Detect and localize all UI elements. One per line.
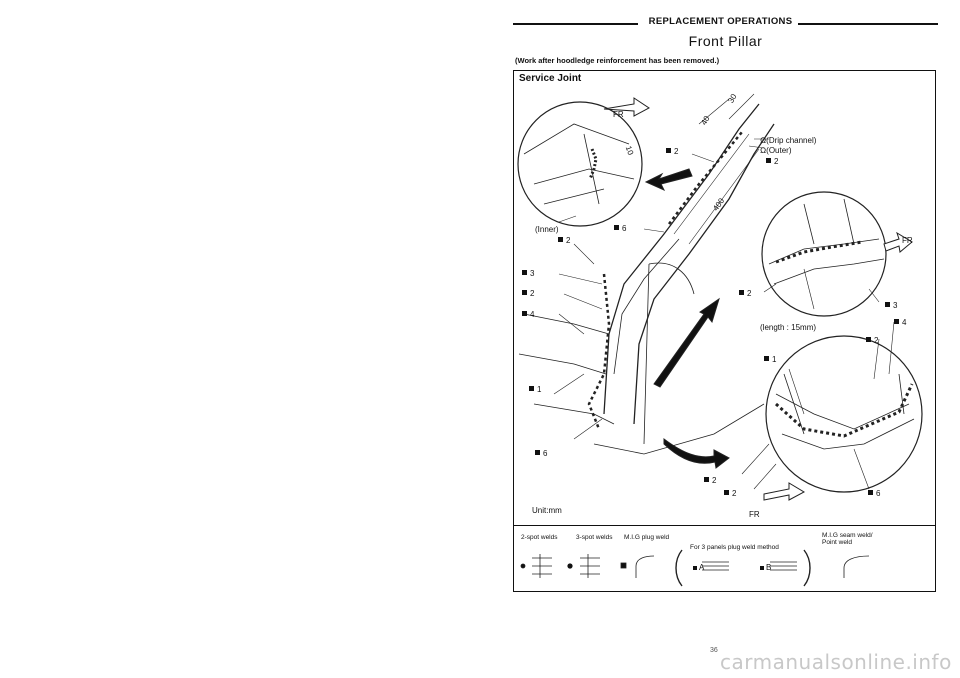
weld-label: 2 xyxy=(522,289,534,298)
label-fr-top: FR xyxy=(613,110,624,119)
page-title: Front Pillar xyxy=(688,33,763,49)
seam-weld-panel xyxy=(844,556,869,578)
label-dim-40: 40 xyxy=(699,114,712,127)
method-a-panels xyxy=(702,562,729,570)
weld-label: 3 xyxy=(522,269,534,278)
page-number: 36 xyxy=(710,647,718,654)
arrow-fr-bottom xyxy=(764,483,804,500)
door-opening xyxy=(644,263,694,444)
weld-label: 6 xyxy=(535,449,547,458)
label-fr-bottom: FR xyxy=(749,510,760,519)
unit-label: Unit:mm xyxy=(532,506,562,515)
weld-label: 2 xyxy=(704,476,716,485)
legend-two-spot: 2-spot welds xyxy=(521,534,558,541)
weld-label: 2 xyxy=(866,336,878,345)
detail-circle-right xyxy=(762,192,886,316)
label-dim-400: 400 xyxy=(711,196,727,213)
legend-method-a: A xyxy=(693,563,704,572)
two-spot-panels xyxy=(532,554,552,578)
weld-string-left xyxy=(589,274,609,429)
label-outer-text: (Outer) xyxy=(766,146,792,155)
section-title: REPLACEMENT OPERATIONS xyxy=(648,16,793,27)
label-drip-channel: Ω(Drip channel) xyxy=(760,136,817,145)
label-dim-30: 30 xyxy=(726,92,739,105)
work-note: (Work after hoodledge reinforcement has been removed.) xyxy=(515,56,720,65)
detail-circle-bottom xyxy=(766,336,922,492)
label-drip-text: (Drip channel) xyxy=(766,136,817,145)
legend-paren-left xyxy=(676,550,682,586)
weld-label: 2 xyxy=(739,289,751,298)
mig-plug-panel xyxy=(636,556,654,578)
front-pillar-diagram xyxy=(514,84,935,524)
label-outer: Ω(Outer) xyxy=(760,146,792,155)
mig-plug-symbol xyxy=(621,563,626,568)
weld-label: 2 xyxy=(766,157,778,166)
legend-three-spot: 3-spot welds xyxy=(576,534,613,541)
legend-paren-right xyxy=(804,550,810,586)
figure-heading: Service Joint xyxy=(519,73,582,84)
detail-panel-lines xyxy=(524,124,634,204)
weld-label: 2 xyxy=(558,236,570,245)
right-inset-panel xyxy=(769,199,884,284)
label-inner: (Inner) xyxy=(535,225,559,234)
three-spot-symbol xyxy=(567,563,573,569)
weld-label: 3 xyxy=(885,301,897,310)
watermark: carmanualsonline.info xyxy=(720,650,952,674)
weld-label: 6 xyxy=(614,224,626,233)
legend-symbols xyxy=(514,548,934,588)
legend-mig-plug: M.I.G plug weld xyxy=(624,534,670,541)
weld-label: 2 xyxy=(666,147,678,156)
header-rule-right xyxy=(798,23,938,25)
two-spot-symbol xyxy=(521,564,525,568)
header-rule-left xyxy=(513,23,638,25)
dim-400-line xyxy=(674,134,759,244)
method-b-panels xyxy=(770,562,797,570)
bottom-inset-panel xyxy=(776,374,914,449)
arrow-fr-top xyxy=(604,98,649,116)
label-fr-right: FR xyxy=(902,236,913,245)
detail-circle-top xyxy=(518,102,642,226)
three-spot-panels xyxy=(580,554,600,578)
legend-mig-seam: M.I.G seam weld/ xyxy=(822,532,873,539)
arrow-to-inset-right xyxy=(654,299,719,387)
weld-label: 4 xyxy=(522,310,534,319)
section-header xyxy=(513,16,938,32)
weld-label: 4 xyxy=(894,318,906,327)
right-inset-weld xyxy=(776,242,862,262)
legend-separator xyxy=(514,525,935,526)
weld-label: 6 xyxy=(868,489,880,498)
legend-method-b: B xyxy=(760,563,771,572)
arrow-to-inset-bottom xyxy=(664,439,729,468)
legend-three-panels: For 3 panels plug weld method xyxy=(690,544,779,551)
label-length: (length : 15mm) xyxy=(760,323,817,332)
label-dim-10: 10 xyxy=(623,144,636,157)
arrow-to-inset-top xyxy=(646,169,692,190)
legend-point-weld: Point weld xyxy=(822,539,852,546)
leader-lines xyxy=(554,139,894,489)
weld-label: 1 xyxy=(529,385,541,394)
weld-label: 2 xyxy=(724,489,736,498)
weld-label: 1 xyxy=(764,355,776,364)
